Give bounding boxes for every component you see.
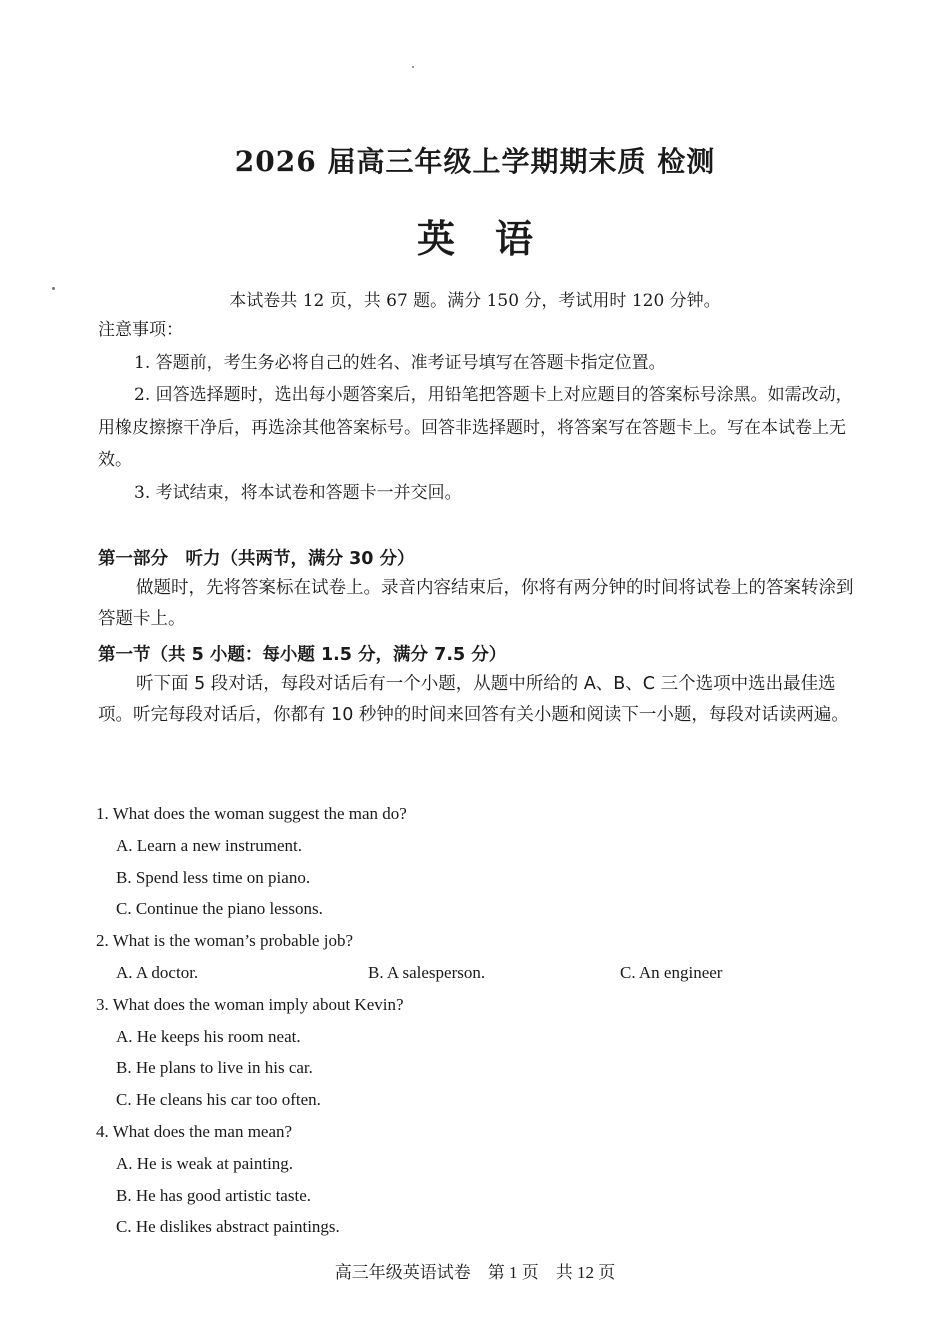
option-c: C. He cleans his car too often. [116, 1090, 321, 1110]
note-item-2: 2. 回答选择题时，选出每小题答案后，用铅笔把答题卡上对应题目的答案标号涂黑。如需改动，用橡皮擦擦干净后，再选涂其他答案标号。回答非选择题时，将答案写在答题卡上。写在本试卷上无效。 [98, 385, 853, 470]
option-a: A. A doctor. [116, 962, 199, 982]
exam-intro: 本试卷共 12 页，共 67 题。满分 150 分，考试用时 120 分钟。 [229, 291, 721, 311]
section1-instruction: 听下面 5 段对话，每段对话后有一个小题，从题中所给的 A、B、C 三个选项中选出最佳选项。听完每段对话后，你都有 10 秒钟的时间来回答有关小题和阅读下一小题，每段对话读两遍。 [98, 674, 849, 725]
part1-heading: 第一部分 听力（共两节，满分 30 分） [98, 549, 415, 569]
question-4 [96, 1116, 856, 1243]
note-item-3: 3. 考试结束，将本试卷和答题卡一并交回。 [134, 482, 462, 503]
part1-instruction-block [98, 573, 860, 635]
option-b: B. Spend less time on piano. [116, 867, 311, 887]
question-3 [96, 989, 856, 1116]
subject-title: 英语 [416, 216, 573, 261]
page-footer: 高三年级英语试卷 第 1 页 共 12 页 [334, 1263, 616, 1282]
section1-heading: 第一节（共 5 小题：每小题 1.5 分，满分 7.5 分） [98, 645, 507, 665]
question-stem: 4. What does the man mean? [96, 1121, 293, 1141]
option-b: B. He plans to live in his car. [116, 1058, 313, 1078]
notes-block [98, 314, 868, 509]
question-list [96, 798, 856, 1243]
option-b: B. He has good artistic taste. [116, 1185, 311, 1205]
question-1 [96, 798, 856, 925]
option-a: A. He is weak at painting. [116, 1153, 294, 1173]
exam-title: 2026 届高三年级上学期期末质 检测 [234, 145, 716, 178]
notes-heading: 注意事项： [98, 320, 183, 340]
option-a: A. He keeps his room neat. [116, 1026, 301, 1046]
question-stem: 3. What does the woman imply about Kevin? [96, 994, 404, 1014]
option-row [96, 957, 856, 989]
question-stem: 2. What is the woman’s probable job? [96, 931, 353, 951]
scan-speck [412, 66, 414, 68]
note-item-1: 1. 答题前，考生务必将自己的姓名、准考证号填写在答题卡指定位置。 [134, 352, 666, 373]
option-c: C. Continue the piano lessons. [116, 899, 323, 919]
section1-instruction-block [98, 669, 860, 731]
option-a: A. Learn a new instrument. [116, 835, 302, 855]
option-c: C. He dislikes abstract paintings. [116, 1217, 340, 1237]
question-stem: 1. What does the woman suggest the man do? [96, 804, 407, 823]
option-c: C. An engineer [620, 962, 723, 982]
question-2 [96, 925, 856, 989]
option-b: B. A salesperson. [368, 962, 486, 982]
part1-instruction: 做题时，先将答案标在试卷上。录音内容结束后，你将有两分钟的时间将试卷上的答案转涂到答题卡上。 [98, 578, 854, 629]
